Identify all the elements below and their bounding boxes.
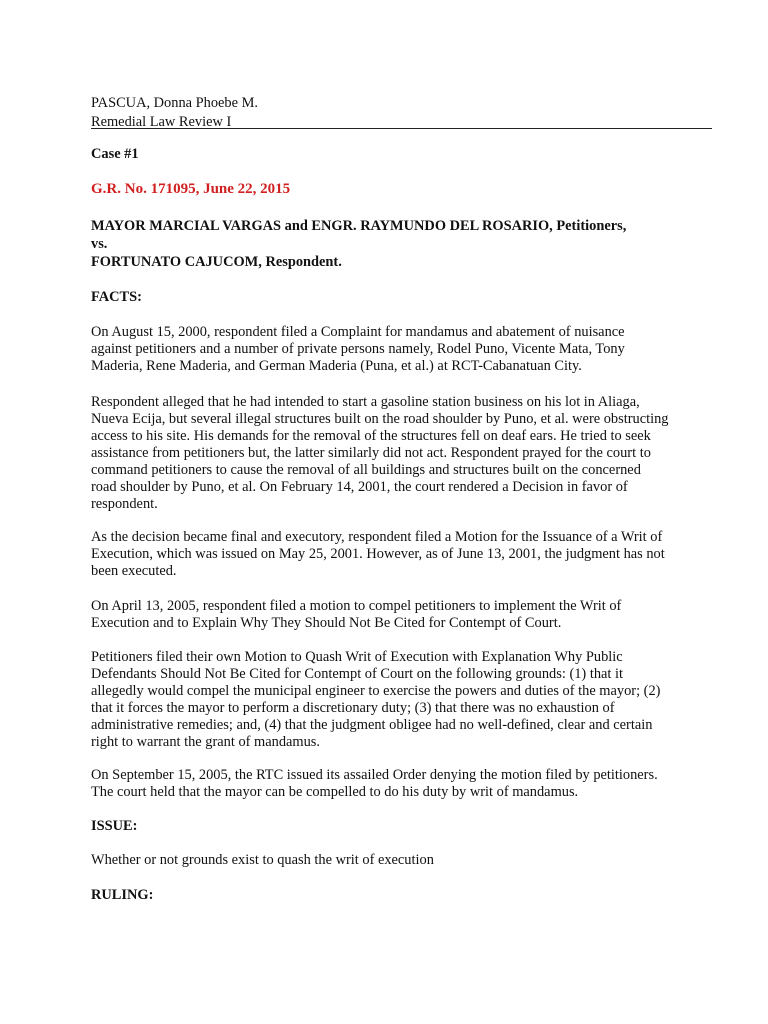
versus-line: vs.: [91, 236, 108, 252]
issue-text: Whether or not grounds exist to quash the writ of execution: [91, 852, 434, 868]
paragraph-line: Petitioners filed their own Motion to Quash Writ of Execution with Explanation Why Public: [91, 649, 623, 665]
petitioners-line: MAYOR MARCIAL VARGAS and ENGR. RAYMUNDO DEL ROSARIO, Petitioners,: [91, 218, 627, 234]
paragraph-line: On April 13, 2005, respondent filed a motion to compel petitioners to implement the Writ of: [91, 598, 622, 614]
document-header: [91, 94, 712, 132]
paragraph-line: road shoulder by Puno, et al. On February 14, 2001, the court rendered a Decision in favor of: [91, 479, 628, 495]
paragraph-line: access to his site. His demands for the removal of the structures fell on deaf ears. He tried to seek: [91, 428, 651, 444]
paragraph-line: Defendants Should Not Be Cited for Contempt of Court on the following grounds: (1) that it: [91, 666, 623, 682]
facts-paragraph: [91, 529, 691, 580]
paragraph-line: respondent.: [91, 496, 158, 512]
paragraph-line: The court held that the mayor can be compelled to do his duty by writ of mandamus.: [91, 784, 579, 800]
paragraph-line: Nueva Ecija, but several illegal structures built on the road shoulder by Puno, et al. were obstructing: [91, 411, 669, 427]
header-divider: [91, 128, 712, 129]
paragraph-line: allegedly would compel the municipal engineer to exercise the powers and duties of the mayor; (2): [91, 683, 661, 699]
author-name: PASCUA, Donna Phoebe M.: [91, 95, 258, 111]
gr-number: G.R. No. 171095, June 22, 2015: [91, 181, 291, 197]
paragraph-line: that it forces the mayor to perform a discretionary duty; (3) that there was no exhaustion of: [91, 700, 615, 716]
paragraph-line: On August 15, 2000, respondent filed a Complaint for mandamus and abatement of nuisance: [91, 324, 625, 340]
ruling-heading: RULING:: [91, 887, 154, 903]
paragraph-line: command petitioners to cause the removal of all buildings and structures built on the concerned: [91, 462, 641, 478]
respondent-line: FORTUNATO CAJUCOM, Respondent.: [91, 254, 342, 270]
facts-paragraph: [91, 394, 691, 513]
paragraph-line: Maderia, Rene Maderia, and German Maderia (Puna, et al.) at RCT-Cabanatuan City.: [91, 358, 582, 374]
paragraph-line: Execution, which was issued on May 25, 2001. However, as of June 13, 2001, the judgment has not: [91, 546, 665, 562]
paragraph-line: assistance from petitioners but, the latter similarly did not act. Respondent prayed for the court to: [91, 445, 651, 461]
facts-heading: FACTS:: [91, 289, 142, 305]
facts-paragraph: [91, 324, 691, 375]
case-number: Case #1: [91, 146, 139, 162]
case-parties: [91, 217, 626, 271]
facts-paragraph: [91, 649, 691, 751]
paragraph-line: against petitioners and a number of private persons namely, Rodel Puno, Vicente Mata, Tony: [91, 341, 625, 357]
paragraph-line: Respondent alleged that he had intended to start a gasoline station business on his lot in Aliaga,: [91, 394, 640, 410]
course-name: Remedial Law Review I: [91, 114, 232, 130]
paragraph-line: On September 15, 2005, the RTC issued its assailed Order denying the motion filed by petitioners.: [91, 767, 658, 783]
paragraph-line: administrative remedies; and, (4) that the judgment obligee had no well-defined, clear and certain: [91, 717, 653, 733]
paragraph-line: been executed.: [91, 563, 177, 579]
paragraph-line: As the decision became final and executory, respondent filed a Motion for the Issuance of a Writ of: [91, 529, 663, 545]
facts-paragraph: [91, 767, 691, 801]
facts-paragraph: [91, 598, 691, 632]
issue-paragraph: [91, 852, 691, 869]
paragraph-line: Execution and to Explain Why They Should Not Be Cited for Contempt of Court.: [91, 615, 562, 631]
paragraph-line: right to warrant the grant of mandamus.: [91, 734, 320, 750]
issue-heading: ISSUE:: [91, 818, 138, 834]
